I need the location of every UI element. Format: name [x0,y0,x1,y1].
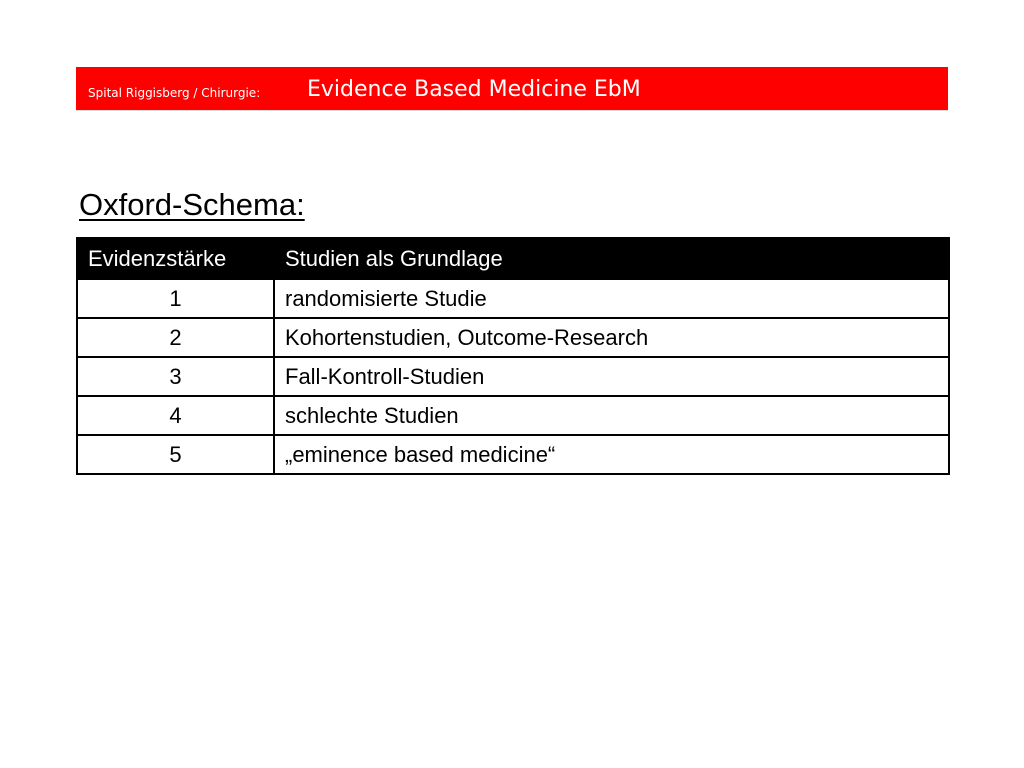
table-row [77,318,949,357]
study-basis-cell: Fall-Kontroll-Studien [274,357,949,396]
header-subtitle: Spital Riggisberg / Chirurgie: [88,86,261,100]
oxford-table [76,237,950,475]
evidence-level-cell: 4 [77,396,274,435]
column-header-evidence-level: Evidenzstärke [77,238,274,279]
header-bar [76,67,948,111]
evidence-level-cell: 2 [77,318,274,357]
table-row [77,396,949,435]
table-row [77,357,949,396]
table-row [77,279,949,318]
table-header-row [77,238,949,279]
study-basis-cell: schlechte Studien [274,396,949,435]
evidence-level-cell: 3 [77,357,274,396]
evidence-level-cell: 1 [77,279,274,318]
slide-heading: Oxford-Schema: [79,187,305,222]
study-basis-cell: Kohortenstudien, Outcome-Research [274,318,949,357]
table-row [77,435,949,474]
study-basis-cell: randomisierte Studie [274,279,949,318]
study-basis-cell: „eminence based medicine“ [274,435,949,474]
evidence-level-cell: 5 [77,435,274,474]
column-header-study-basis: Studien als Grundlage [274,238,949,279]
header-title: Evidence Based Medicine EbM [307,77,641,102]
